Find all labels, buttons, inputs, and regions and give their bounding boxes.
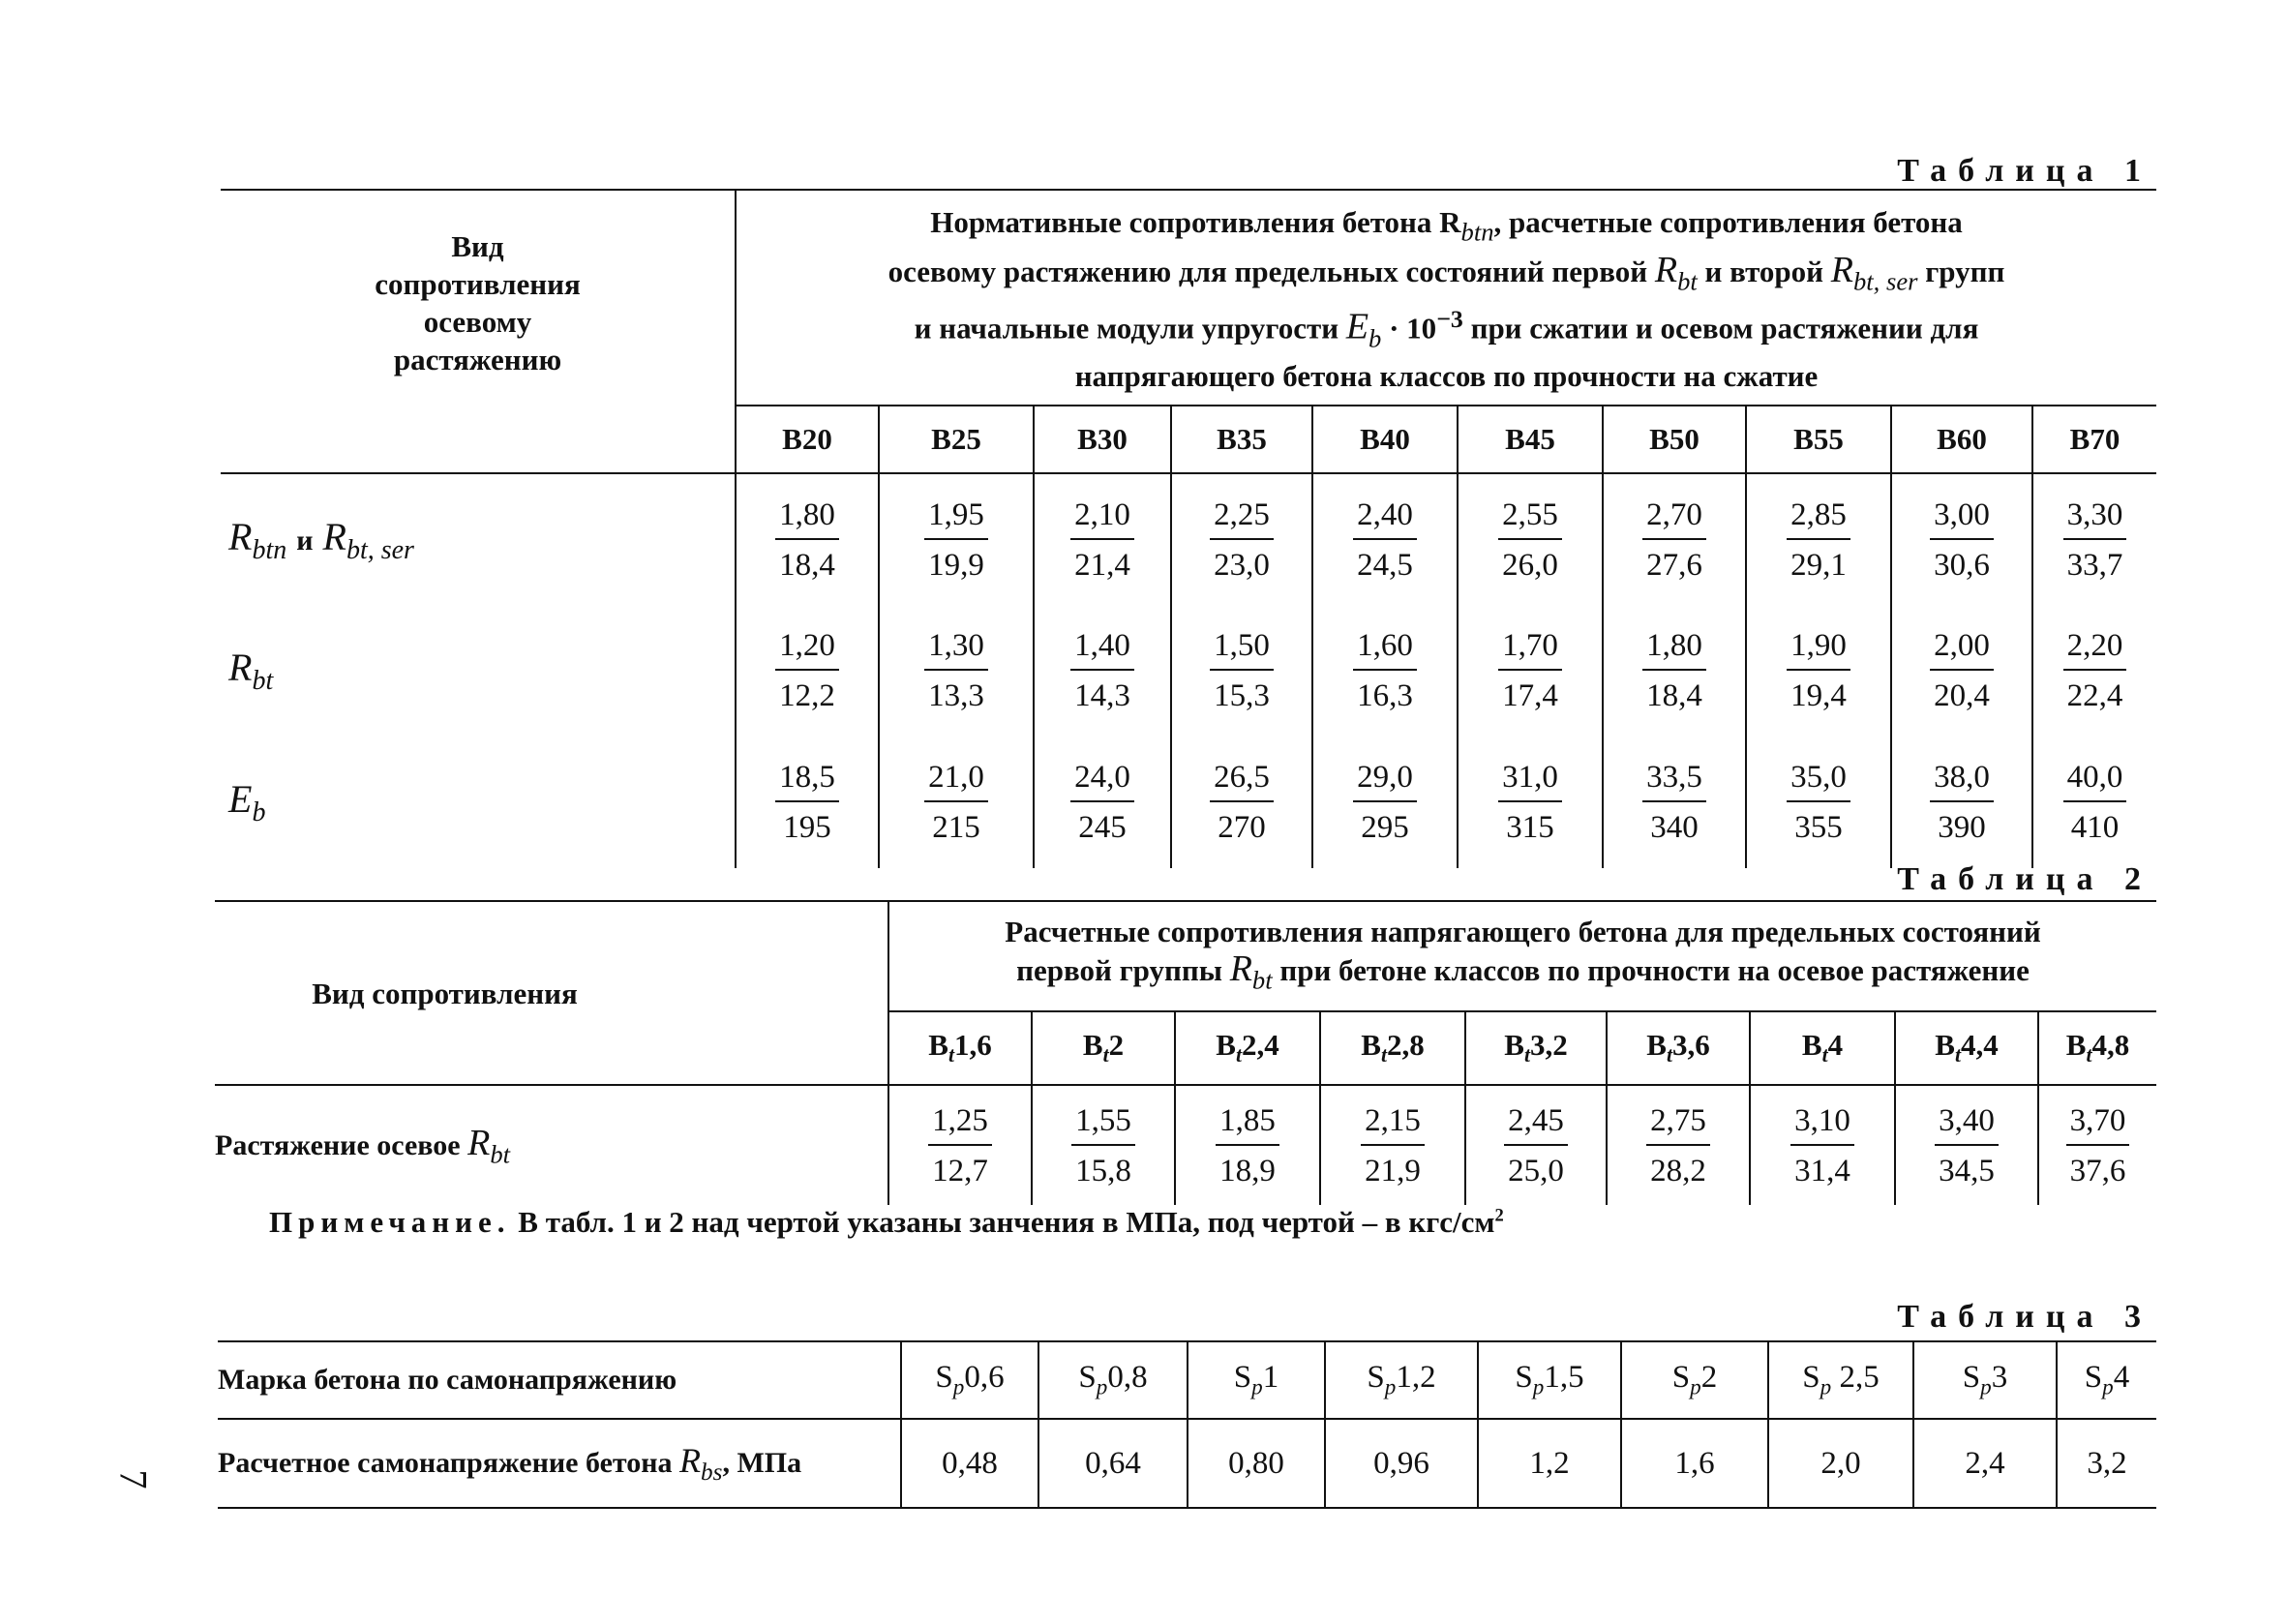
- table2-row-label: Растяжение осевое $R_{bt}$: [215, 1122, 510, 1169]
- table2-value-cell: $\frac{2,75}{28,2}$: [1607, 1085, 1750, 1205]
- table2-value-cell: $\frac{1,85}{18,9}$: [1175, 1085, 1320, 1205]
- table1-value-cell: $\frac{2,00}{20,4}$: [1891, 605, 2032, 737]
- table1-value-cell: $\frac{1,70}{17,4}$: [1458, 605, 1603, 737]
- table1-value-cell: $\frac{2,10}{21,4}$: [1034, 473, 1171, 605]
- table1-value-cell: $\frac{1,20}{12,2}$: [736, 605, 879, 737]
- table3-value-cell: 0,96: [1325, 1419, 1478, 1508]
- table1-value-cell: $\frac{38,0}{390}$: [1891, 737, 2032, 868]
- table-row: [221, 737, 2156, 868]
- table1-row-label: $E_b$: [228, 777, 266, 828]
- table1-value-cell: $\frac{2,85}{29,1}$: [1746, 473, 1891, 605]
- table2-value-cell: $\frac{2,45}{25,0}$: [1465, 1085, 1607, 1205]
- page-number: 7: [111, 1469, 156, 1489]
- table1-caption: Таблица 1: [1897, 153, 2152, 189]
- table3-mark-cell: $S_p1,5$: [1478, 1341, 1621, 1419]
- table1-value-cell: $\frac{40,0}{410}$: [2032, 737, 2156, 868]
- table2-class-cell: $B_t2$: [1032, 1011, 1175, 1085]
- table3: [218, 1340, 2156, 1509]
- table1-value-cell: $\frac{1,40}{14,3}$: [1034, 605, 1171, 737]
- table2-class-cell: $B_t4$: [1750, 1011, 1895, 1085]
- table1-value-cell: $\frac{3,00}{30,6}$: [1891, 473, 2032, 605]
- table1-row-header: Вид сопротивления осевому растяжению: [221, 190, 736, 473]
- table2-row-header: Вид сопротивления: [215, 901, 888, 1085]
- table3-row-label: Расчетное самонапряжение бетона $R_{bs}$, МПа: [218, 1419, 901, 1508]
- table3-value-cell: 2,0: [1768, 1419, 1913, 1508]
- table3-mark-cell: $S_p1$: [1188, 1341, 1325, 1419]
- table2-class-cell: $B_t1,6$: [888, 1011, 1032, 1085]
- table1-value-cell: $\frac{1,50}{15,3}$: [1171, 605, 1312, 737]
- table1-class-cell: B20: [736, 406, 879, 473]
- table-row: [221, 605, 2156, 737]
- table2-value-cell: $\frac{2,15}{21,9}$: [1320, 1085, 1465, 1205]
- table1-class-cell: B30: [1034, 406, 1171, 473]
- table1-column-header: Нормативные сопротивления бетона $R_{btn}$, расчетные сопротивления бетона осевому растяжению для предельных состояний первой $R_{bt}$ и второй $R_{bt, ser}$ групп и начальные модули упругости $E_b \cdot 10^{-3}$ при сжатии и осевом растяжении для напрягающего бетона классов по прочности на сжатие: [736, 190, 2156, 406]
- table3-mark-cell: $S_p2$: [1621, 1341, 1768, 1419]
- table1-value-cell: $\frac{1,95}{19,9}$: [879, 473, 1034, 605]
- table1-value-cell: $\frac{2,70}{27,6}$: [1603, 473, 1746, 605]
- table3-mark-cell: $S_p1,2$: [1325, 1341, 1478, 1419]
- table1-class-cell: B50: [1603, 406, 1746, 473]
- table2-class-cell: $B_t2,8$: [1320, 1011, 1465, 1085]
- table1-row-label: $R_{bt}$: [228, 646, 274, 697]
- table-row: [221, 473, 2156, 605]
- table2-value-cell: $\frac{3,70}{37,6}$: [2038, 1085, 2156, 1205]
- table1-value-cell: $\frac{24,0}{245}$: [1034, 737, 1171, 868]
- table1-class-cell: B55: [1746, 406, 1891, 473]
- table2-value-cell: $\frac{3,40}{34,5}$: [1895, 1085, 2038, 1205]
- table3-value-cell: 3,2: [2057, 1419, 2156, 1508]
- table1-value-cell: $\frac{26,5}{270}$: [1171, 737, 1312, 868]
- table3-mark-cell: $S_p$ 2,5: [1768, 1341, 1913, 1419]
- table2-class-cell: $B_t4,4$: [1895, 1011, 2038, 1085]
- table1-row-label: $R_{btn}$ и $R_{bt, ser}$: [228, 514, 414, 565]
- table2: [215, 900, 2156, 1205]
- table1-value-cell: $\frac{1,30}{13,3}$: [879, 605, 1034, 737]
- table3-value-cell: 0,48: [901, 1419, 1038, 1508]
- table1-value-cell: $\frac{2,40}{24,5}$: [1312, 473, 1458, 605]
- table1-value-cell: $\frac{2,55}{26,0}$: [1458, 473, 1603, 605]
- table1-value-cell: $\frac{21,0}{215}$: [879, 737, 1034, 868]
- table1-value-cell: $\frac{18,5}{195}$: [736, 737, 879, 868]
- table3-value-cell: 2,4: [1913, 1419, 2057, 1508]
- table3-mark-cell: $S_p0,6$: [901, 1341, 1038, 1419]
- table2-class-cell: $B_t3,6$: [1607, 1011, 1750, 1085]
- table1-value-cell: $\frac{1,60}{16,3}$: [1312, 605, 1458, 737]
- table3-mark-cell: $S_p4$: [2057, 1341, 2156, 1419]
- table1-class-cell: B60: [1891, 406, 2032, 473]
- table3-value-cell: 0,64: [1038, 1419, 1188, 1508]
- table3-row-label: Марка бетона по самонапряжению: [218, 1341, 901, 1419]
- table2-class-cell: $B_t4,8$: [2038, 1011, 2156, 1085]
- table1-value-cell: $\frac{33,5}{340}$: [1603, 737, 1746, 868]
- table1-class-cell: B70: [2032, 406, 2156, 473]
- table2-value-cell: $\frac{1,55}{15,8}$: [1032, 1085, 1175, 1205]
- table1-value-cell: $\frac{35,0}{355}$: [1746, 737, 1891, 868]
- table1-value-cell: $\frac{2,20}{22,4}$: [2032, 605, 2156, 737]
- table2-class-cell: $B_t3,2$: [1465, 1011, 1607, 1085]
- table1-value-cell: $\frac{3,30}{33,7}$: [2032, 473, 2156, 605]
- note-label: Примечание.: [269, 1205, 511, 1239]
- table1-value-cell: $\frac{1,80}{18,4}$: [736, 473, 879, 605]
- table2-value-cell: $\frac{1,25}{12,7}$: [888, 1085, 1032, 1205]
- table2-column-header: Расчетные сопротивления напрягающего бетона для предельных состояний первой группы $R_{bt}$ при бетоне классов по прочности на осевое растяжение: [888, 901, 2156, 1011]
- table1-value-cell: $\frac{1,80}{18,4}$: [1603, 605, 1746, 737]
- table1-value-cell: $\frac{29,0}{295}$: [1312, 737, 1458, 868]
- table-row: [218, 1419, 2156, 1508]
- note-text: В табл. 1 и 2 над чертой указаны занчения в МПа, под чертой – в кгс/см: [518, 1205, 1495, 1239]
- table-row: [215, 1085, 2156, 1205]
- table-row: [218, 1341, 2156, 1419]
- table1-class-cell: B35: [1171, 406, 1312, 473]
- table2-class-cell: $B_t2,4$: [1175, 1011, 1320, 1085]
- table1: [221, 189, 2156, 868]
- table-note: Примечание. В табл. 1 и 2 над чертой указаны занчения в МПа, под чертой – в кгс/$см^2$: [269, 1205, 1504, 1239]
- table1-value-cell: $\frac{1,90}{19,4}$: [1746, 605, 1891, 737]
- table3-mark-cell: $S_p3$: [1913, 1341, 2057, 1419]
- table3-value-cell: 1,2: [1478, 1419, 1621, 1508]
- table3-value-cell: 0,80: [1188, 1419, 1325, 1508]
- table1-value-cell: $\frac{2,25}{23,0}$: [1171, 473, 1312, 605]
- table3-value-cell: 1,6: [1621, 1419, 1768, 1508]
- table3-caption: Таблица 3: [1897, 1299, 2152, 1335]
- table1-value-cell: $\frac{31,0}{315}$: [1458, 737, 1603, 868]
- table3-mark-cell: $S_p0,8$: [1038, 1341, 1188, 1419]
- table2-caption: Таблица 2: [1897, 861, 2152, 897]
- table1-class-cell: B40: [1312, 406, 1458, 473]
- table1-class-cell: B25: [879, 406, 1034, 473]
- table1-class-cell: B45: [1458, 406, 1603, 473]
- table2-value-cell: $\frac{3,10}{31,4}$: [1750, 1085, 1895, 1205]
